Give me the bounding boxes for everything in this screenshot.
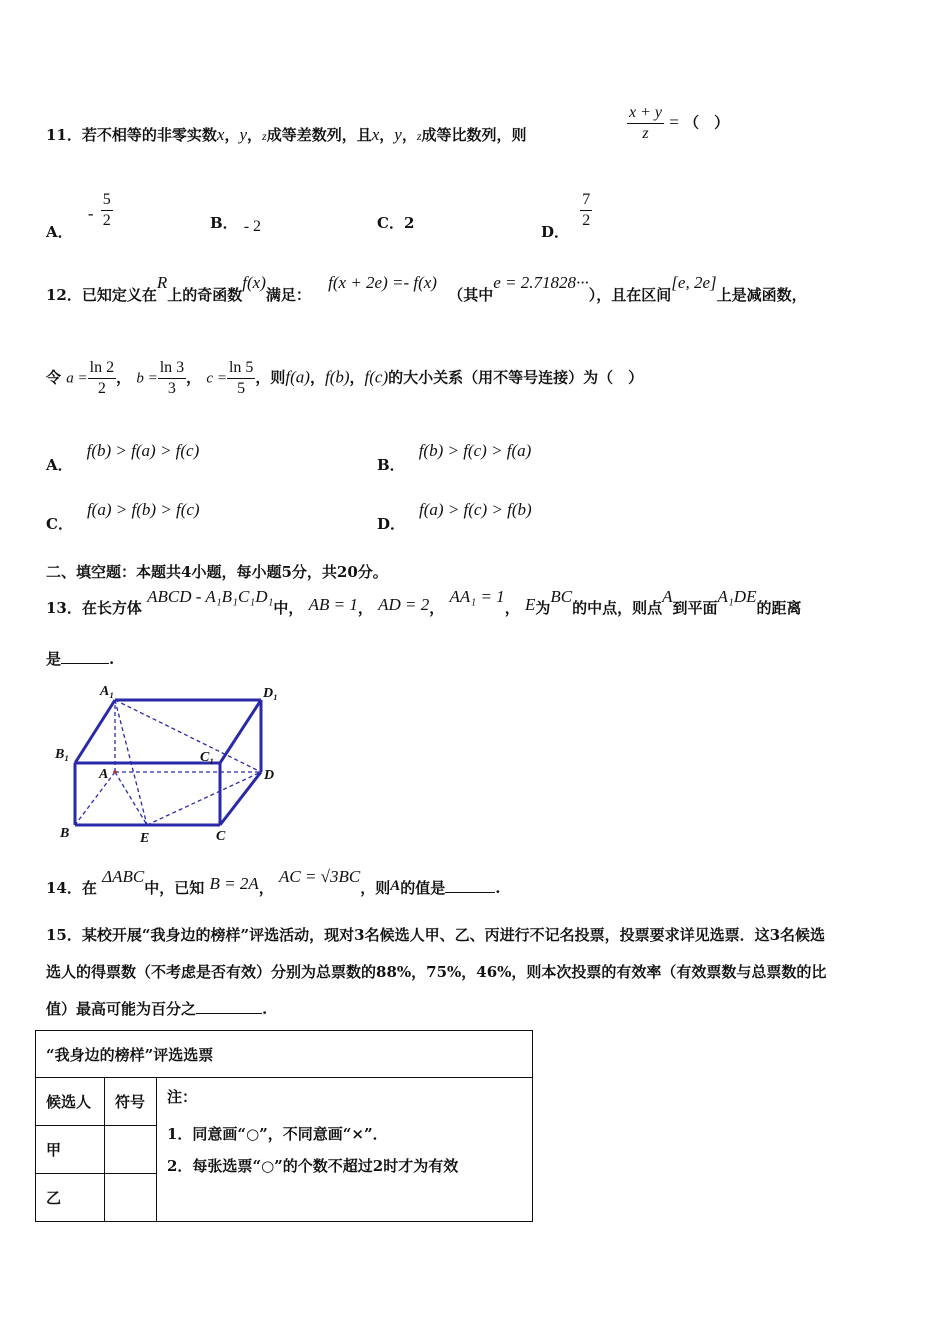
ballot-col-symbol: 符号 xyxy=(105,1078,157,1126)
q12-stem-line2: 令 a = $\frac{\ln 2}{2}$ ， b = $\frac{\ln 3}{3}$ ， c = $\frac{\ln 5}{5}$ ，则f(a)，f(b)，f(c)的大小关系（用不等号连接）为（ ） xyxy=(46,359,644,397)
ballot-notes: 注： 1．同意画“○”，不同意画“×”． 2．每张选票“○”的个数不超过2时才为有效 xyxy=(157,1078,533,1222)
q11-option-a[interactable]: A． - $\frac{5}{2}$ xyxy=(46,191,111,241)
q12-option-a[interactable]: A．f(b) > f(a) > f(c) xyxy=(46,441,200,474)
point-a-dot xyxy=(113,770,117,774)
ballot-col-candidate: 候选人 xyxy=(36,1078,105,1126)
label-a1: A₁ xyxy=(100,684,115,699)
label-d: D xyxy=(264,768,275,783)
q11-stem: 11．若不相等的非零实数x，y，z成等差数列，且x，y，z成等比数列，则 xyxy=(46,125,527,144)
label-d1: D₁ xyxy=(263,686,278,701)
dashed-e-d xyxy=(147,772,261,825)
section-heading: 二、填空题：本题共4小题，每小题5分，共20分。 xyxy=(46,563,388,581)
ballot-mark-jia[interactable] xyxy=(105,1126,157,1174)
q14-answer-blank[interactable] xyxy=(445,892,495,893)
ballot-row-yi: 乙 xyxy=(36,1174,105,1222)
q13-stem: 13．在长方体 ABCD - A₁B₁C₁D₁中， AB = 1， AD = 2， AA₁ = 1， E为BC的中点，则点A到平面A₁DE的距离 xyxy=(46,587,802,617)
label-c1: C₁ xyxy=(200,750,215,765)
ballot-mark-yi[interactable] xyxy=(105,1174,157,1222)
edge-b1-a1 xyxy=(75,700,115,763)
edge-c-d xyxy=(220,772,261,825)
q12-option-c[interactable]: C．f(a) > f(b) > f(c) xyxy=(46,500,200,533)
label-c: C xyxy=(216,829,226,844)
q12-stem-line1: 12．已知定义在R上的奇函数f(x)满足： f(x + 2e) =- f(x) （其中e = 2.71828···），且在区间[e, 2e]上是减函数， xyxy=(46,273,807,304)
q15-line2: 选人的得票数（不考虑是否有效）分别为总票数的88%，75%，46%，则本次投票的有效率（有效票数与总票数的比 xyxy=(46,963,827,981)
label-e: E xyxy=(140,831,150,846)
q14-stem: 14．在 ΔABC中，已知 B = 2A， AC = √3BC，则A的值是 . xyxy=(46,867,501,897)
q15-answer-blank[interactable] xyxy=(196,1013,262,1014)
ballot-row-jia: 甲 xyxy=(36,1126,105,1174)
q12-option-d[interactable]: D．f(a) > f(c) > f(b) xyxy=(377,500,532,533)
hidden-a-b xyxy=(75,772,115,825)
ballot-title: “我身边的榜样”评选选票 xyxy=(36,1031,533,1078)
q13-answer-blank[interactable] xyxy=(61,663,109,664)
edge-d1-c1 xyxy=(220,700,261,763)
q12-option-b[interactable]: B．f(b) > f(c) > f(a) xyxy=(377,441,532,474)
label-a: A xyxy=(99,767,109,782)
label-b1: B₁ xyxy=(55,747,70,762)
q13-answer-line: 是 . xyxy=(46,650,115,668)
q11-option-c[interactable]: C．2 xyxy=(377,214,415,232)
q11-option-d[interactable]: D． $\frac{7}{2}$ xyxy=(541,191,591,241)
cuboid-figure xyxy=(50,680,290,850)
label-b: B xyxy=(60,826,70,841)
q15-line1: 15．某校开展“我身边的榜样”评选活动，现对3名候选人甲、乙、丙进行不记名投票，投票要求详见选票．这3名候选 xyxy=(46,926,826,944)
ballot-table xyxy=(35,1030,533,1222)
q11-option-b[interactable]: B． - 2 xyxy=(210,214,262,235)
q15-line3: 值）最高可能为百分之 . xyxy=(46,1000,268,1018)
dashed-a-e xyxy=(115,772,147,825)
q11-fraction: $\frac{x + y}{z}$ = （ ） xyxy=(629,104,730,142)
